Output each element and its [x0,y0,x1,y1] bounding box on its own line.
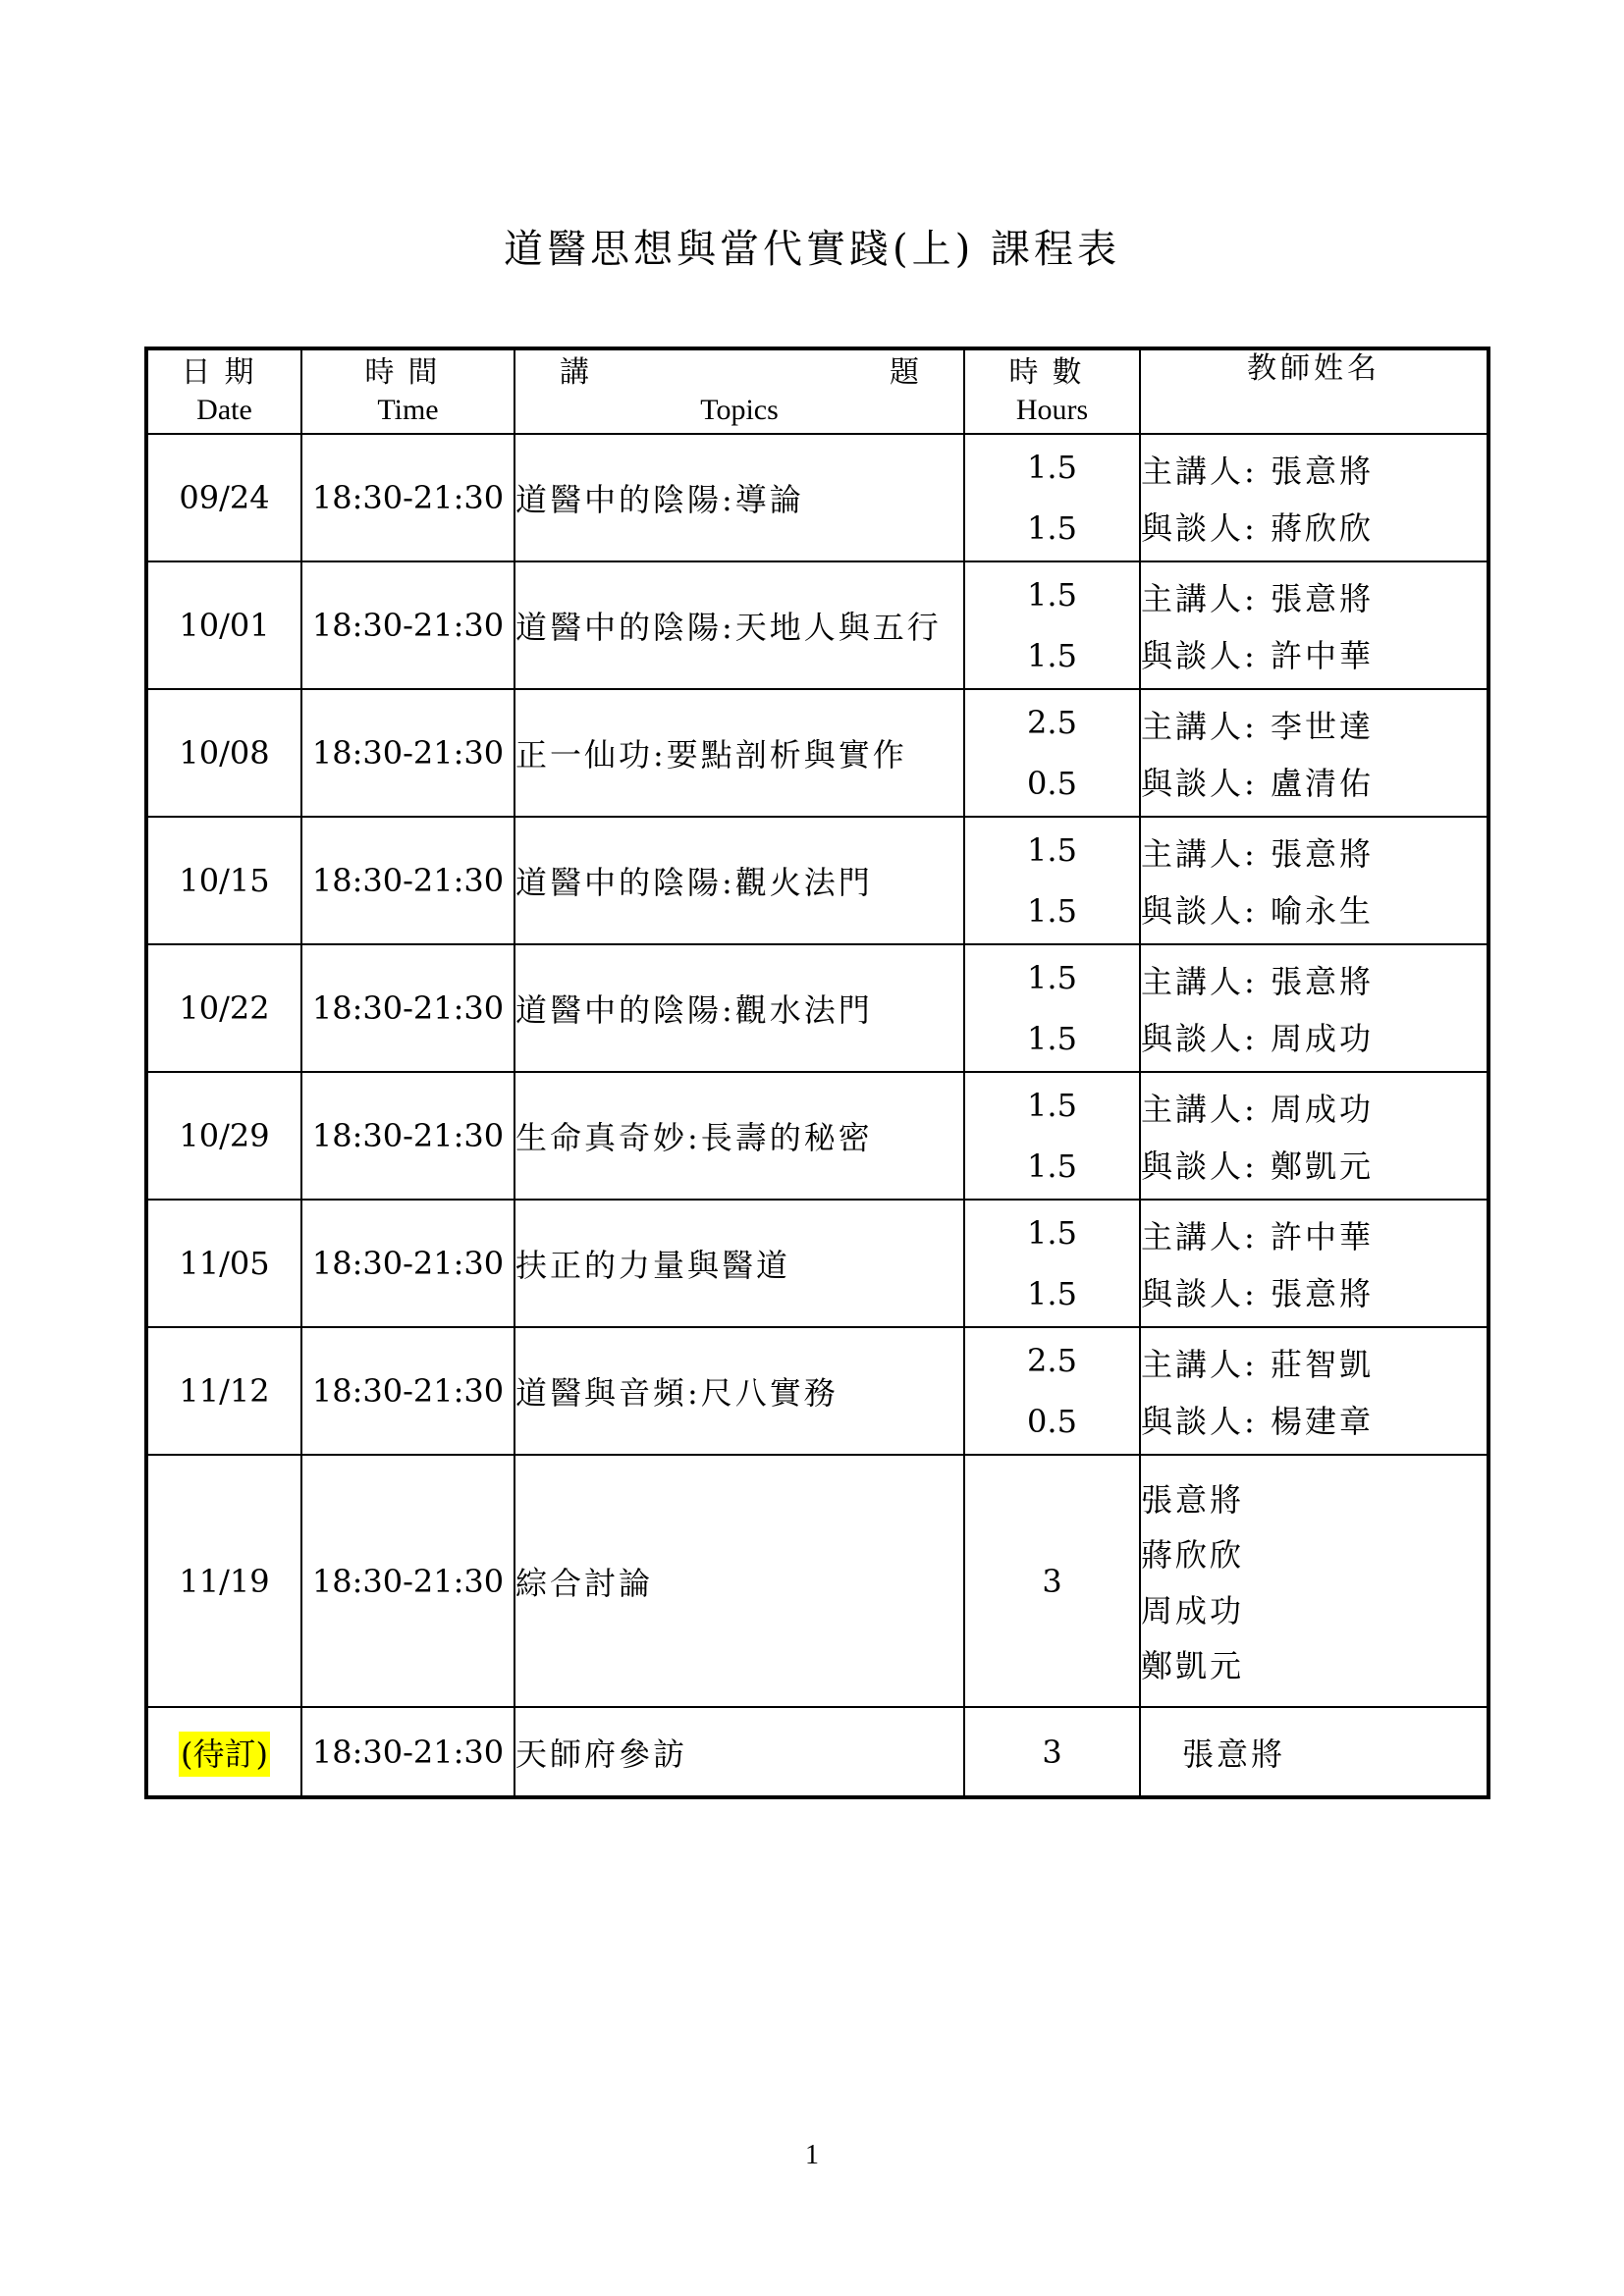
table-row [146,561,1489,689]
teacher-cell: 主講人: 周成功 與談人: 鄭凱元 [1140,1072,1489,1200]
table-row [146,1200,1489,1327]
topic-cell: 道醫與音頻:尺八實務 [514,1327,964,1455]
time-cell: 18:30-21:30 [301,689,514,817]
time-cell: 18:30-21:30 [301,944,514,1072]
time-cell: 18:30-21:30 [301,817,514,944]
time-cell: 18:30-21:30 [301,434,514,561]
teacher-name: 張意將 [1141,1480,1245,1519]
topic-cell: 扶正的力量與醫道 [514,1200,964,1327]
hours-cell: 3 [964,1707,1140,1797]
hours-cell: 1.5 1.5 [964,1072,1140,1200]
topic-cell: 天師府參訪 [514,1707,964,1797]
hours-cell: 3 [964,1455,1140,1707]
hours-cell: 1.5 1.5 [964,1200,1140,1327]
date-cell: 10/08 [146,689,301,817]
header-time: 時間 Time [301,348,514,434]
schedule-table [144,347,1490,1799]
teacher-name: 周成功 [1141,1591,1245,1629]
topic-cell: 綜合討論 [514,1455,964,1707]
date-cell: 10/29 [146,1072,301,1200]
date-cell: 11/19 [146,1455,301,1707]
highlighted-date: (待訂) [179,1732,270,1777]
table-row [146,1707,1489,1797]
teacher-cell: 主講人: 張意將 與談人: 許中華 [1140,561,1489,689]
teacher-name: 鄭凱元 [1141,1647,1245,1685]
table-row [146,1327,1489,1455]
hours-cell: 2.5 0.5 [964,1327,1140,1455]
hours-cell: 1.5 1.5 [964,817,1140,944]
header-topics: 講 題 Topics [514,348,964,434]
time-cell: 18:30-21:30 [301,1327,514,1455]
header-hours: 時數 Hours [964,348,1140,434]
teacher-cell: 主講人: 李世達 與談人: 盧清佑 [1140,689,1489,817]
teacher-cell: 主講人: 莊智凱 與談人: 楊建章 [1140,1327,1489,1455]
teacher-cell: 主講人: 許中華 與談人: 張意將 [1140,1200,1489,1327]
teacher-name: 蔣欣欣 [1141,1536,1245,1575]
time-cell: 18:30-21:30 [301,1200,514,1327]
topic-cell: 道醫中的陰陽:觀水法門 [514,944,964,1072]
table-header-row [146,348,1489,434]
date-cell: 09/24 [146,434,301,561]
topic-cell: 生命真奇妙:長壽的秘密 [514,1072,964,1200]
hours-cell: 2.5 0.5 [964,689,1140,817]
time-cell: 18:30-21:30 [301,1072,514,1200]
header-date: 日期 Date [146,348,301,434]
teacher-cell: 主講人: 張意將 與談人: 喻永生 [1140,817,1489,944]
date-cell: 10/01 [146,561,301,689]
hours-cell: 1.5 1.5 [964,561,1140,689]
date-cell: 11/05 [146,1200,301,1327]
time-cell: 18:30-21:30 [301,561,514,689]
table-row [146,689,1489,817]
date-cell: 10/15 [146,817,301,944]
teacher-cell: 張意將 [1140,1707,1489,1797]
topic-cell: 道醫中的陰陽:觀火法門 [514,817,964,944]
topic-cell: 道醫中的陰陽:天地人與五行 [514,561,964,689]
teacher-cell: 主講人: 張意將 與談人: 周成功 [1140,944,1489,1072]
date-cell [146,1707,301,1797]
teacher-cell: 主講人: 張意將 與談人: 蔣欣欣 [1140,434,1489,561]
topic-cell: 正一仙功:要點剖析與實作 [514,689,964,817]
table-row [146,434,1489,561]
date-cell: 11/12 [146,1327,301,1455]
teacher-cell [1140,1455,1489,1707]
hours-cell: 1.5 1.5 [964,944,1140,1072]
time-cell: 18:30-21:30 [301,1707,514,1797]
table-row [146,1072,1489,1200]
topic-cell: 道醫中的陰陽:導論 [514,434,964,561]
header-teacher: 教師姓名 [1140,348,1489,434]
time-cell: 18:30-21:30 [301,1455,514,1707]
table-row [146,1455,1489,1707]
table-row [146,944,1489,1072]
page-title: 道醫思想與當代實踐(上) 課程表 [504,227,1120,272]
page-number: 1 [805,2140,819,2170]
hours-cell: 1.5 1.5 [964,434,1140,561]
date-cell: 10/22 [146,944,301,1072]
table-row [146,817,1489,944]
